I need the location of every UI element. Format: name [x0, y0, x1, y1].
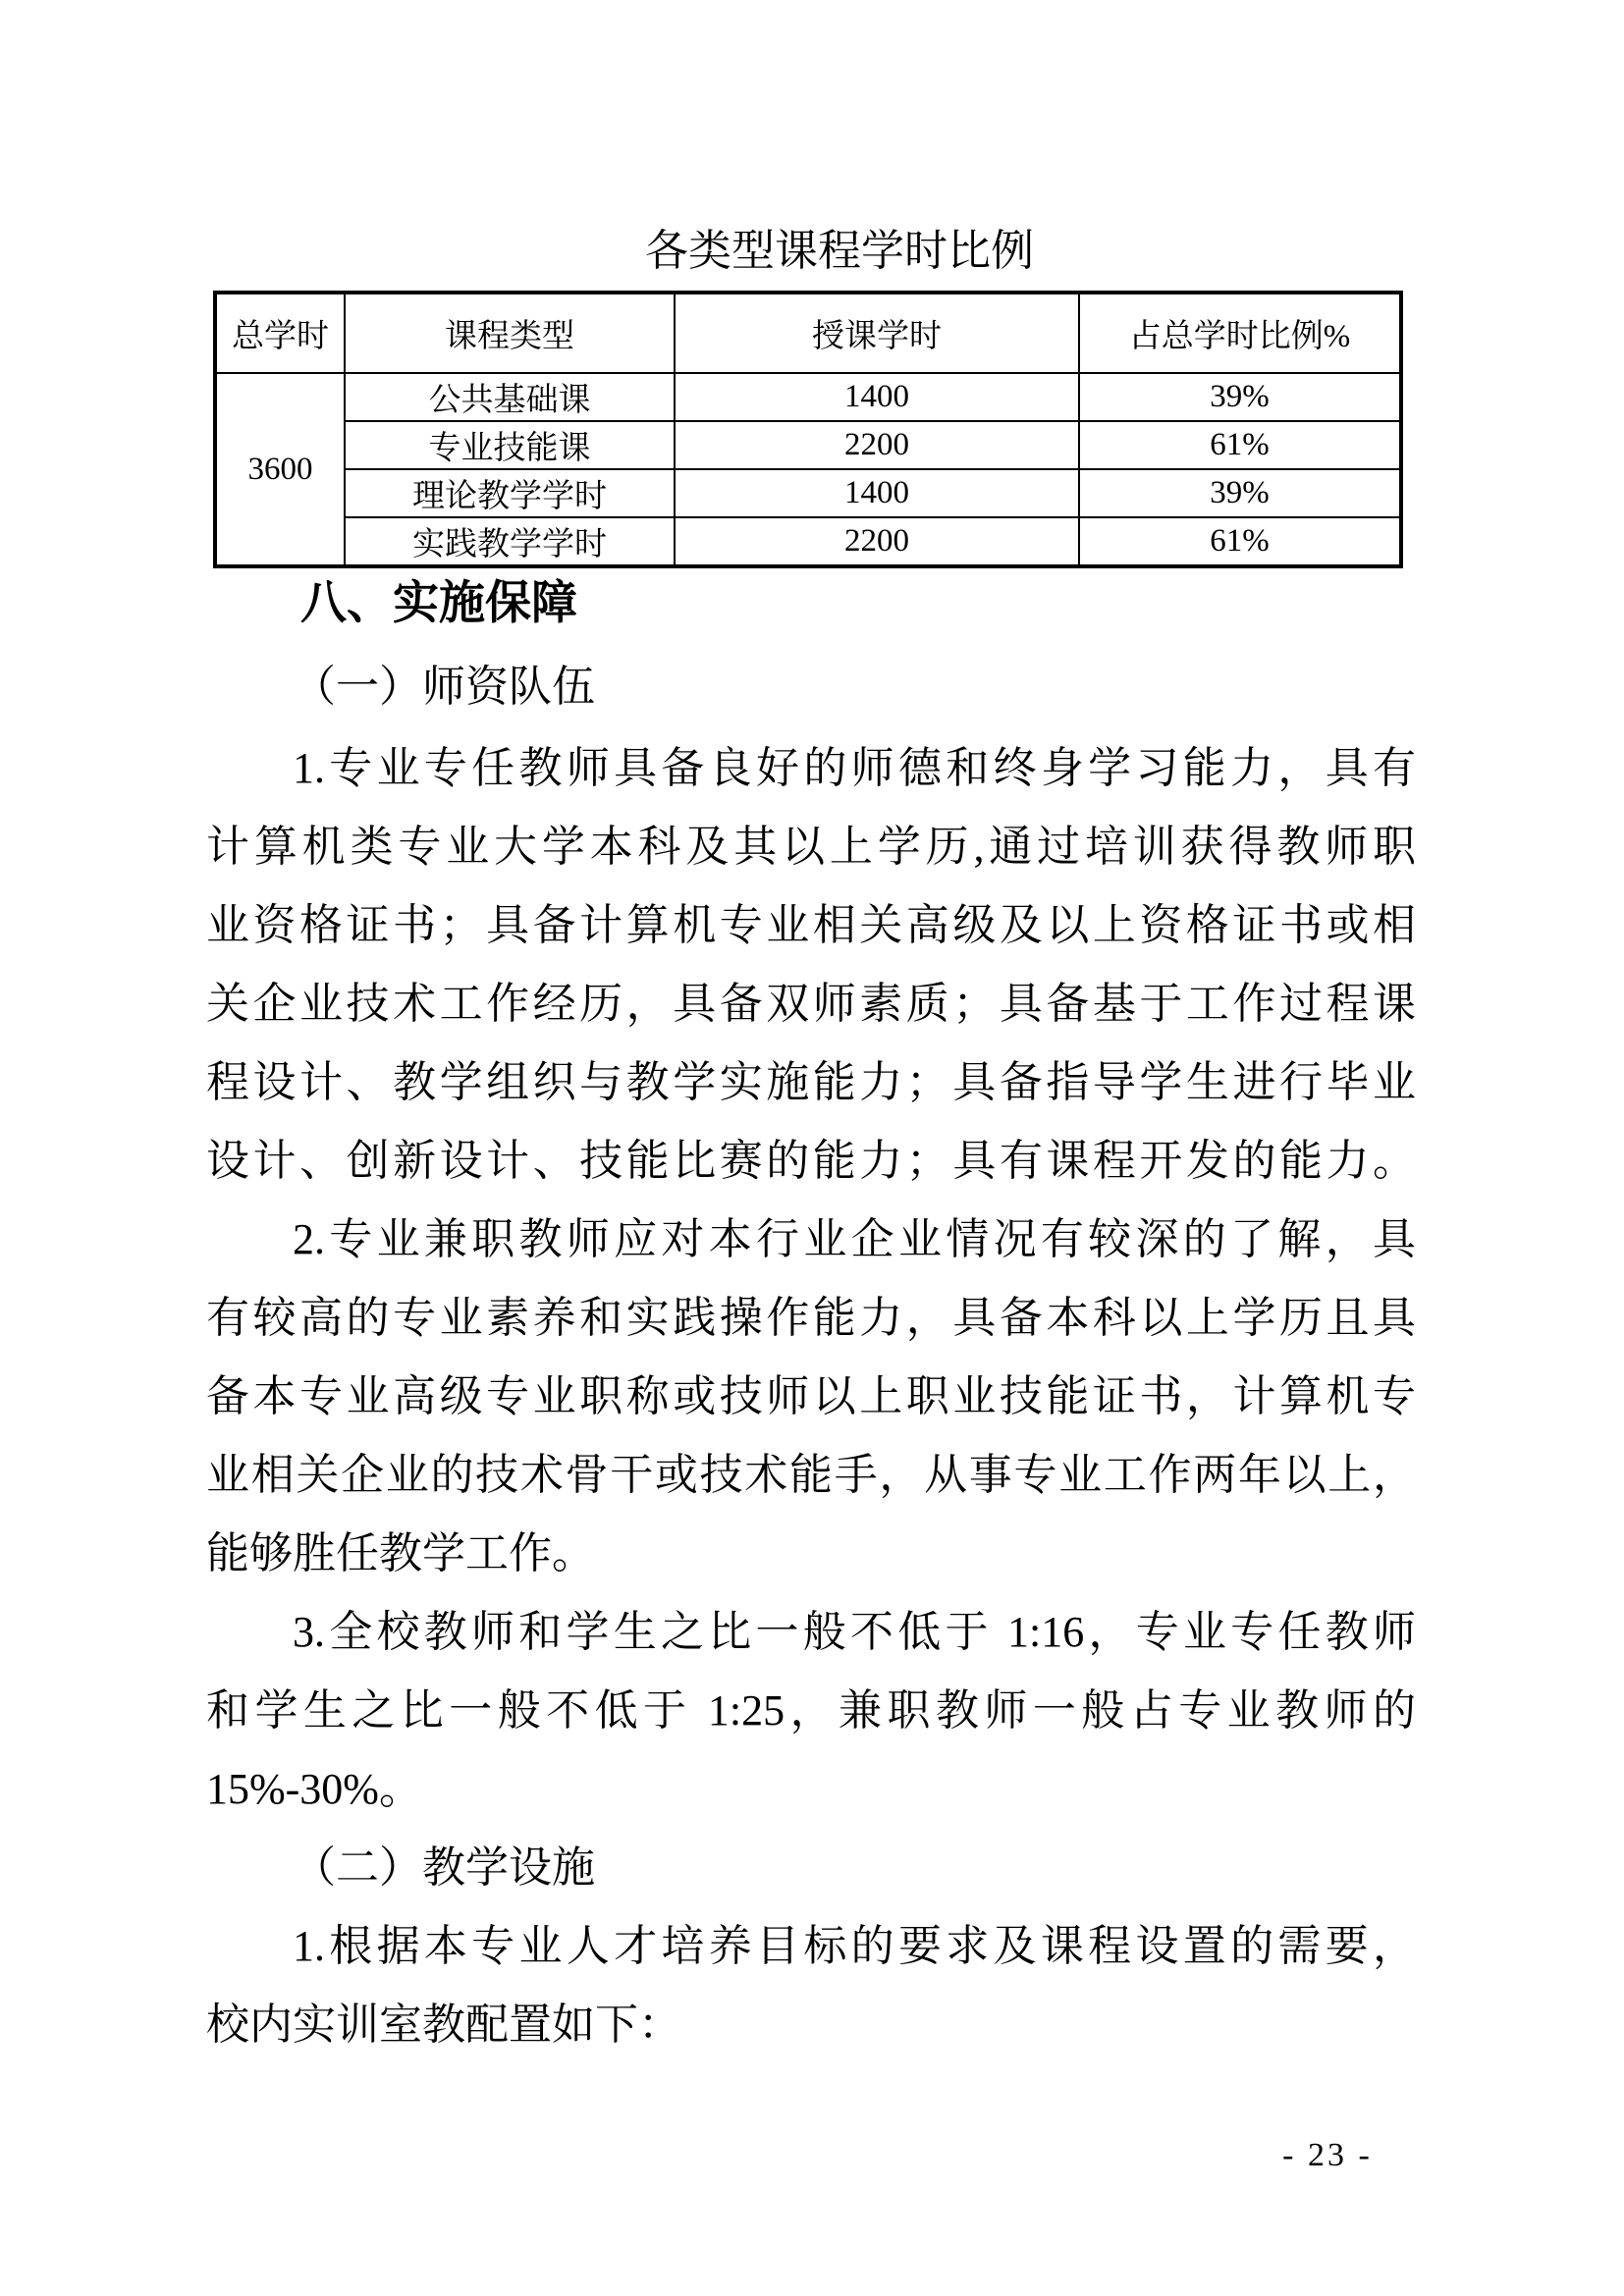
para2-line: 能够胜任教学工作。 [206, 1529, 595, 1577]
table-header-row [215, 293, 1401, 373]
hours-cell: 2200 [675, 517, 1079, 566]
course-type-cell: 公共基础课 [345, 373, 675, 421]
subsection1-heading: （一）师资队伍 [293, 663, 595, 711]
para1-line: 程设计、教学组织与教学实施能力；具备指导学生进行毕业 [206, 1058, 1416, 1106]
para2-line: 2.专业兼职教师应对本行业企业情况有较深的了解，具 [293, 1215, 1416, 1263]
hours-cell: 2200 [675, 421, 1079, 469]
header-total-hours: 总学时 [215, 293, 345, 373]
header-percent: 占总学时比例% [1079, 293, 1401, 373]
para1-line: 设计、创新设计、技能比赛的能力；具有课程开发的能力。 [206, 1137, 1416, 1185]
para2-line: 业相关企业的技术骨干或技术能手，从事专业工作两年以上， [206, 1451, 1416, 1499]
para1-line: 业资格证书；具备计算机专业相关高级及以上资格证书或相 [206, 901, 1416, 949]
hours-cell: 1400 [675, 373, 1079, 421]
hours-cell: 1400 [675, 469, 1079, 517]
percent-cell: 61% [1079, 421, 1401, 469]
para1-line: 关企业技术工作经历，具备双师素质；具备基于工作过程课 [206, 980, 1416, 1028]
para4-line: 校内实训室教配置如下： [206, 2001, 681, 2049]
para3-line: 和学生之比一般不低于 1:25，兼职教师一般占专业教师的 [206, 1686, 1416, 1735]
course-type-cell: 理论教学学时 [345, 469, 675, 517]
total-hours-cell: 3600 [215, 373, 345, 566]
course-type-cell: 专业技能课 [345, 421, 675, 469]
course-type-cell: 实践教学学时 [345, 517, 675, 566]
para2-line: 有较高的专业素养和实践操作能力，具备本科以上学历且具 [206, 1294, 1416, 1342]
table-row [215, 517, 1401, 566]
para3-line: 3.全校教师和学生之比一般不低于 1:16，专业专任教师 [293, 1608, 1416, 1656]
percent-cell: 61% [1079, 517, 1401, 566]
subsection2-heading: （二）教学设施 [293, 1843, 595, 1892]
header-teaching-hours: 授课学时 [675, 293, 1079, 373]
para1-line: 计算机类专业大学本科及其以上学历,通过培训获得教师职 [206, 823, 1416, 871]
table-title: 各类型课程学时比例 [645, 227, 1034, 275]
table-row [215, 421, 1401, 469]
header-course-type: 课程类型 [345, 293, 675, 373]
para1-line: 1.专业专任教师具备良好的师德和终身学习能力，具有 [293, 744, 1416, 792]
page-number: - 23 - [1282, 2137, 1373, 2173]
para3-line: 15%-30%。 [206, 1765, 422, 1813]
percent-cell: 39% [1079, 373, 1401, 421]
section-heading: 八、实施保障 [300, 576, 577, 628]
para4-line: 1.根据本专业人才培养目标的要求及课程设置的需要， [293, 1922, 1416, 1970]
para2-line: 备本专业高级专业职称或技师以上职业技能证书，计算机专 [206, 1372, 1416, 1420]
table-row [215, 373, 1401, 421]
course-hours-table [213, 291, 1403, 568]
table-row [215, 469, 1401, 517]
percent-cell: 39% [1079, 469, 1401, 517]
